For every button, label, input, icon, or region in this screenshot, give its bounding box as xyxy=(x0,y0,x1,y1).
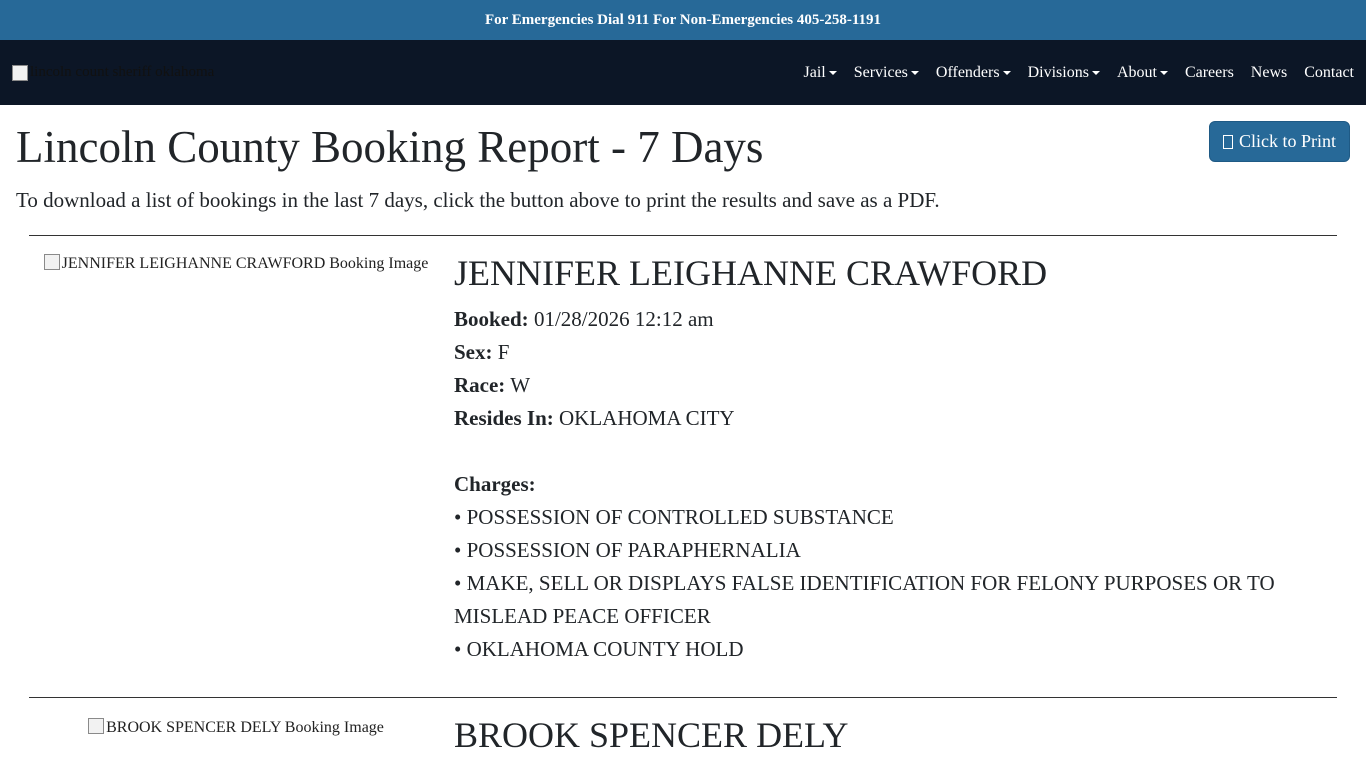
nav-label: Jail xyxy=(803,63,826,81)
charge-item: • POSSESSION OF PARAPHERNALIA xyxy=(454,538,801,562)
booked-label: Booked: xyxy=(454,307,529,331)
nav-item-divisions[interactable] xyxy=(1028,64,1100,82)
booking-image-alt: BROOK SPENCER DELY Booking Image xyxy=(106,719,384,736)
inmate-name: JENNIFER LEIGHANNE CRAWFORD xyxy=(454,253,1048,293)
resides-line xyxy=(454,402,1337,435)
charge-item: • MAKE, SELL OR DISPLAYS FALSE IDENTIFICATION FOR FELONY PURPOSES OR TO MISLEAD PEACE OFFICER xyxy=(454,571,1275,628)
sex-line xyxy=(454,336,1337,369)
booking-image xyxy=(29,252,443,276)
resides-label: Resides In: xyxy=(454,406,554,430)
intro-text: To download a list of bookings in the last 7 days, click the button above to print the results and save as a PDF. xyxy=(16,188,940,212)
logo-alt-text: lincoln count sheriff oklahoma xyxy=(30,64,215,80)
chevron-down-icon xyxy=(911,71,919,75)
print-button-label: Click to Print xyxy=(1238,131,1336,151)
nav-label: News xyxy=(1250,63,1288,81)
race-line xyxy=(454,369,1337,402)
sex-label: Sex: xyxy=(454,340,493,364)
broken-image-icon xyxy=(44,254,60,270)
nav-label: Divisions xyxy=(1027,63,1089,81)
print-icon xyxy=(1223,135,1233,149)
nav-item-jail[interactable] xyxy=(803,64,836,82)
nav-item-contact[interactable] xyxy=(1304,64,1354,82)
charges-label: Charges: xyxy=(454,472,536,496)
print-button[interactable] xyxy=(1209,121,1350,162)
nav-item-careers[interactable] xyxy=(1185,64,1234,82)
charge-item: • POSSESSION OF CONTROLLED SUBSTANCE xyxy=(454,505,894,529)
broken-image-icon xyxy=(12,65,28,81)
booking-image-alt: JENNIFER LEIGHANNE CRAWFORD Booking Image xyxy=(61,255,429,272)
resides-value: OKLAHOMA CITY xyxy=(559,406,735,430)
emergency-text: For Emergencies Dial 911 For Non-Emergencies 405-258-1191 xyxy=(484,11,882,28)
nav-menu xyxy=(786,64,1354,82)
broken-image-icon xyxy=(88,718,104,734)
booked-line xyxy=(454,303,1337,336)
nav-label: Careers xyxy=(1184,63,1234,81)
inmate-name: BROOK SPENCER DELY xyxy=(454,715,849,755)
page-title: Lincoln County Booking Report - 7 Days xyxy=(16,122,764,172)
nav-label: Offenders xyxy=(935,63,1000,81)
race-value: W xyxy=(510,373,531,397)
emergency-banner xyxy=(0,0,1366,40)
chevron-down-icon xyxy=(1003,71,1011,75)
nav-label: About xyxy=(1116,63,1157,81)
charge-item: • OKLAHOMA COUNTY HOLD xyxy=(454,637,744,661)
nav-item-about[interactable] xyxy=(1117,64,1168,82)
nav-item-news[interactable] xyxy=(1251,64,1287,82)
race-label: Race: xyxy=(454,373,506,397)
nav-item-offenders[interactable] xyxy=(936,64,1011,82)
booking-details xyxy=(454,236,1337,666)
nav-label: Contact xyxy=(1304,63,1354,81)
site-logo[interactable] xyxy=(12,48,226,98)
page-header xyxy=(0,105,1366,235)
chevron-down-icon xyxy=(1160,71,1168,75)
chevron-down-icon xyxy=(829,71,837,75)
main-navbar xyxy=(0,40,1366,105)
chevron-down-icon xyxy=(1092,71,1100,75)
booking-record xyxy=(29,697,1337,768)
nav-label: Services xyxy=(853,63,908,81)
booked-value: 01/28/2026 12:12 am xyxy=(533,307,714,331)
nav-item-services[interactable] xyxy=(854,64,919,82)
sex-value: F xyxy=(497,340,510,364)
booking-record xyxy=(29,235,1337,697)
booking-image xyxy=(29,716,443,740)
booking-details xyxy=(454,698,1337,755)
